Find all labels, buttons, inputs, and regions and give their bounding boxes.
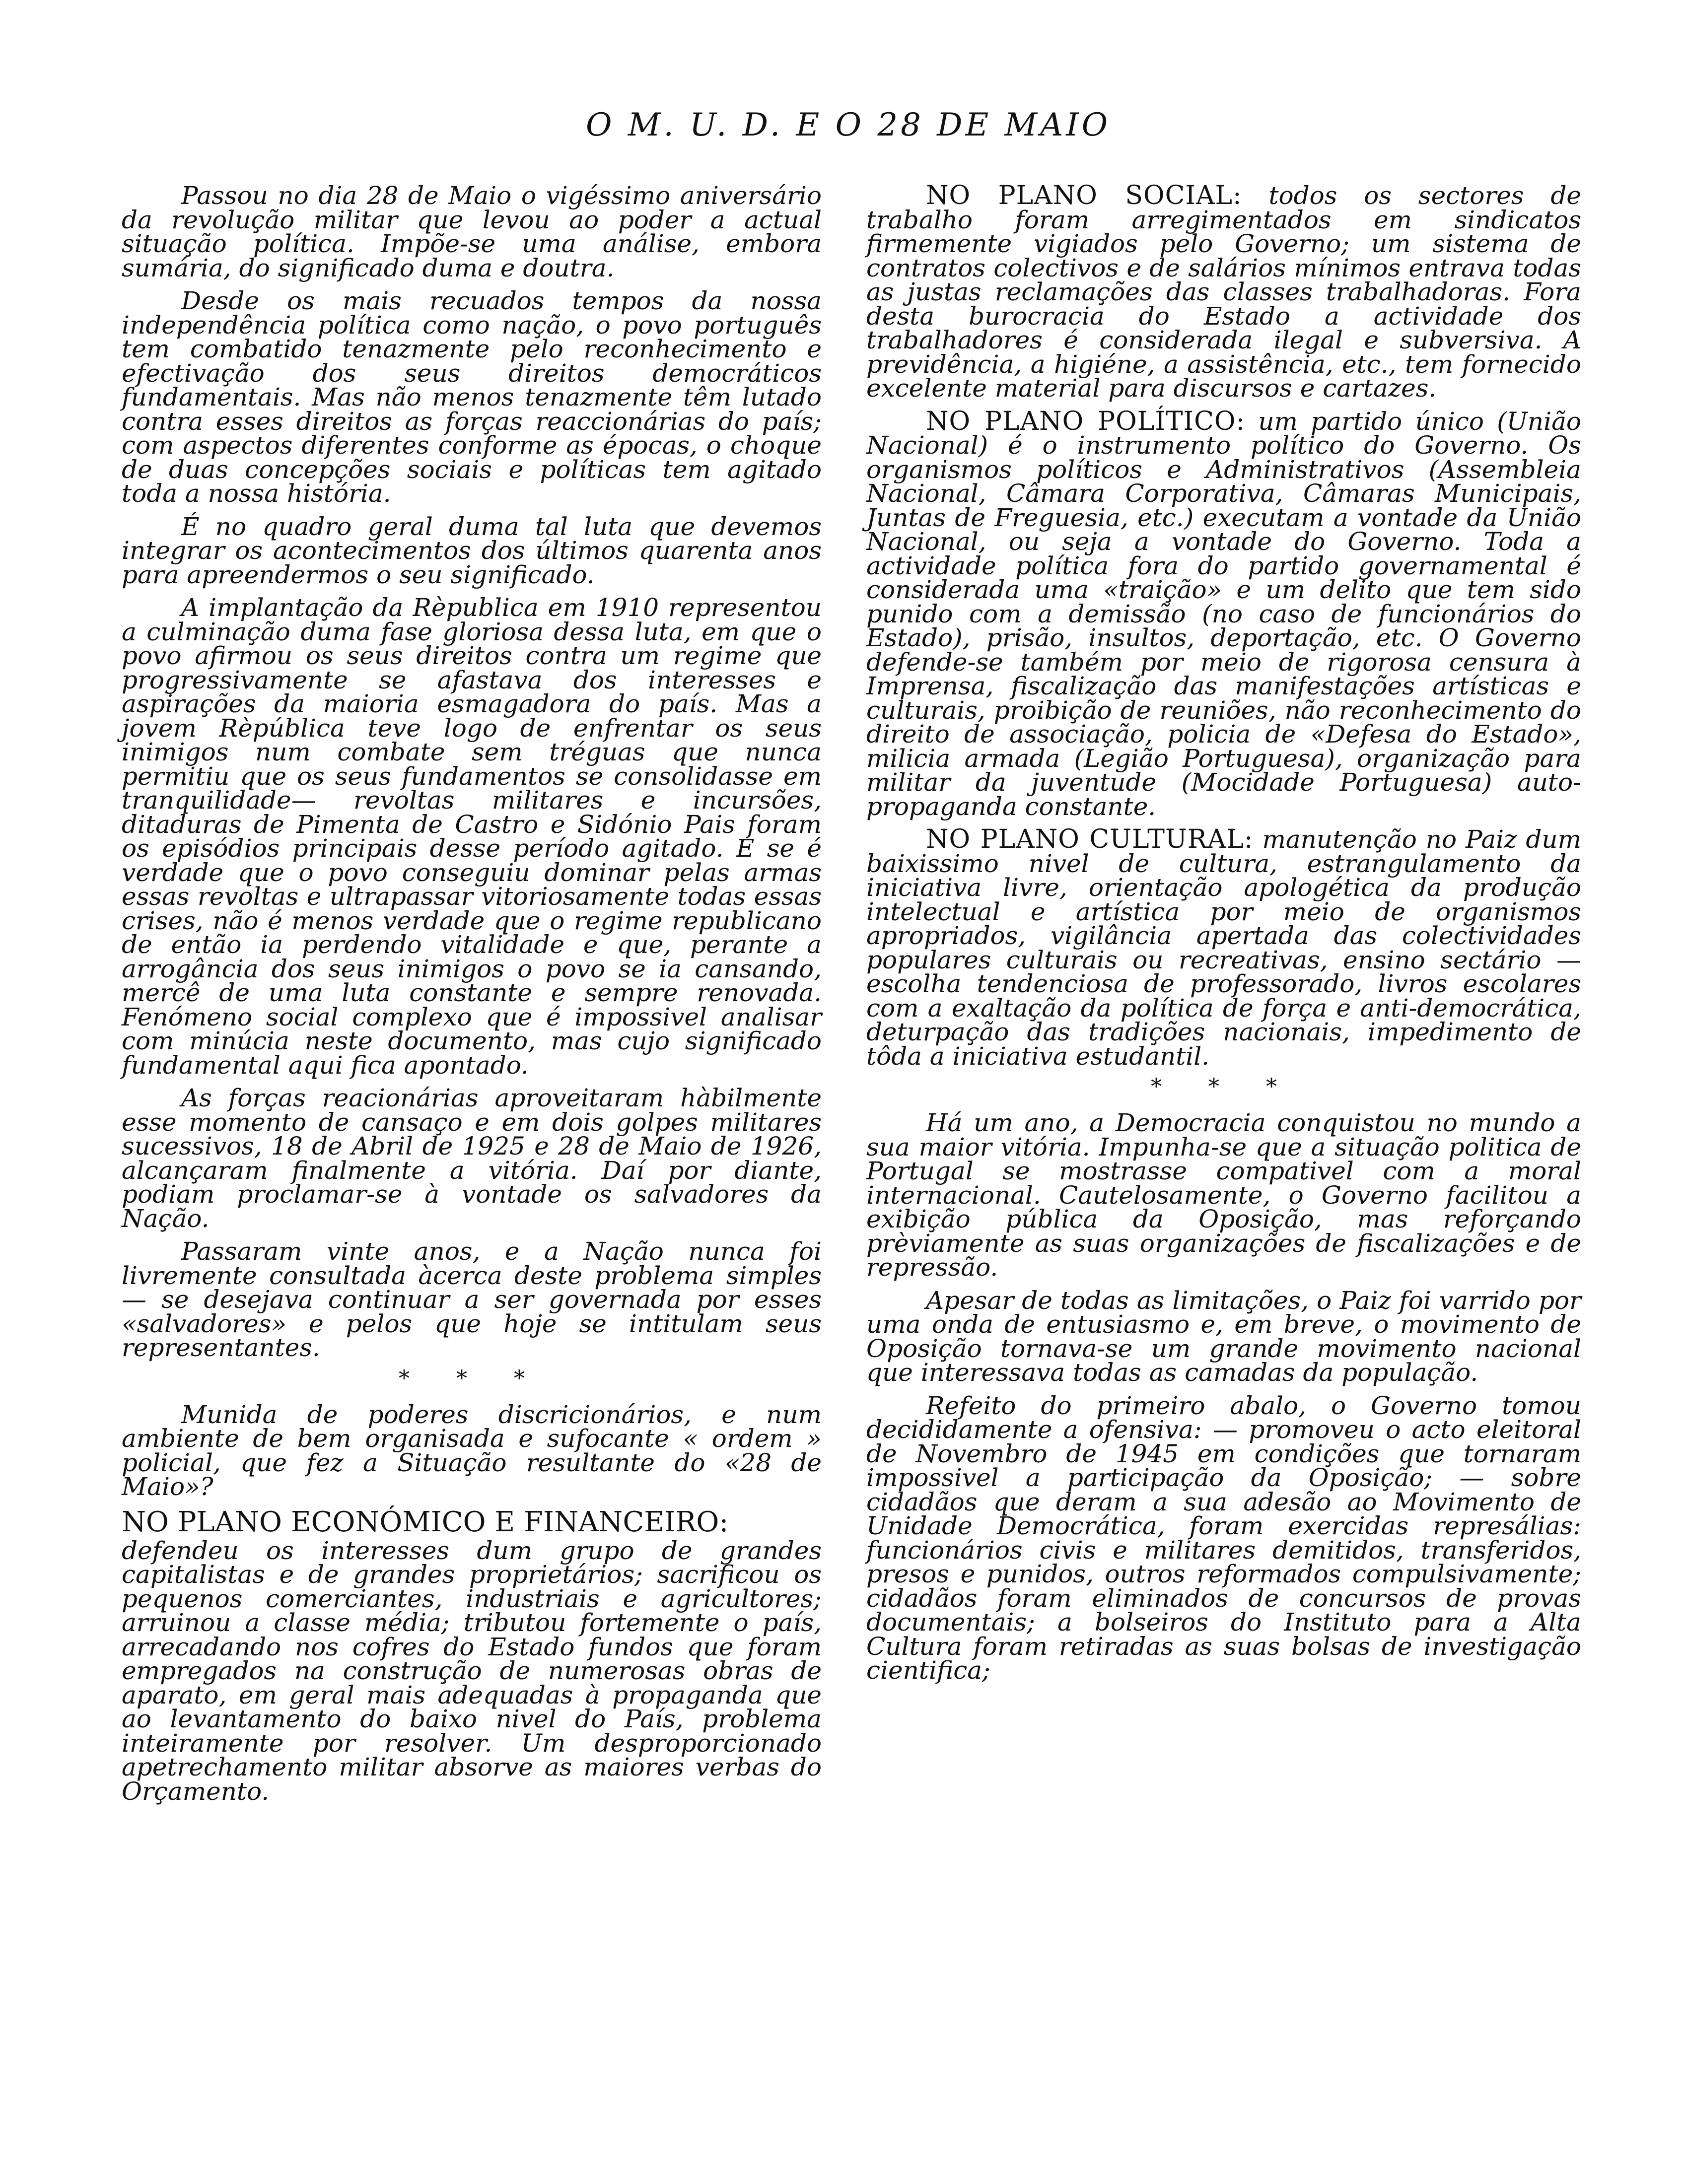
paragraph-text: um partido único (União Nacional) é o instrumento político do Governo. Os organismos políticos e Administrativos (Assembleia Nacional, Câmara Corporativa, Câmaras Municipais, Juntas de Freguesia, etc.) executam a vontade da União Nacional, ou seja a vontade do Governo. Toda a actividade política fora do partido governamental é considerada uma «traição» e um delito que tem sido punido com a demissão (no caso de funcionários do Estado), prisão, insultos, deportação, etc. O Governo defende-se também por meio de rigorosa censura à Imprensa, fiscalização das manifestações artísticas e culturais, proibição de reuniões, não reconhecimento do direito de associação, policia de «Defesa do Estado», milicia armada (Legião Portuguesa), organização para militar da juventude (Mocidade Portuguesa) auto-propaganda constante. xyxy=(866,407,1581,821)
paragraph: Desde os mais recuados tempos da nossa independência política como nação, o povo português tem combatido tenazmente pelo reconhecimento e efectivação dos seus direitos democráticos fundamentais. Mas não menos tenazmente têm lutado contra esses direitos as forças reaccionárias do país; com aspectos diferentes conforme as épocas, o choque de duas concepções sociais e políticas tem agitado toda a nossa história. xyxy=(122,286,822,508)
section-heading-cultural: NO PLANO CULTURAL: xyxy=(926,824,1254,854)
section-heading-economic: NO PLANO ECONÓMICO E FINANCEIRO: xyxy=(122,1505,729,1538)
paragraph-cultural xyxy=(866,824,1581,1071)
section-separator: * * * xyxy=(399,1365,545,1391)
section-heading-political: NO PLANO POLÍTICO: xyxy=(926,406,1246,436)
right-column xyxy=(866,181,1581,1692)
paragraph: defendeu os interesses dum grupo de grandes capitalistas e de grandes proprietários; sacrificou os pequenos comerciantes, industriais e agricultores; arruinou a classe média; tributou fortemente o país, arrecadando nos cofres do Estado fundos que foram empregados na construção de numerosas obras de aparato, em geral mais adequadas à propaganda que ao levantamento do baixo nivel do País, problema inteiramente por resolver. Um desproporcionado apetrechamento militar absorve as maiores verbas do Orçamento. xyxy=(122,1536,822,1806)
paragraph: É no quadro geral duma tal luta que devemos integrar os acontecimentos dos últimos quarenta anos para apreendermos o seu significado. xyxy=(122,512,822,589)
page-title: O M. U. D. E O 28 DE MAIO xyxy=(586,107,1111,143)
left-column xyxy=(122,181,822,1812)
paragraph: Passaram vinte anos, e a Nação nunca foi livremente consultada àcerca deste problema simples — se desejava continuar a ser governada por esses «salvadores» e pelos que hoje se intitulam seus representantes. xyxy=(122,1237,822,1362)
paragraph: Passou no dia 28 de Maio o vigéssimo aniversário da revolução militar que levou ao poder a actual situação política. Impõe-se uma análise, embora sumária, do significado duma e doutra. xyxy=(122,181,822,282)
paragraph: A implantação da Rèpublica em 1910 representou a culminação duma fase gloriosa dessa luta, em que o povo afirmou os seus direitos contra um regime que progressivamente se afastava dos interesses e aspirações da maioria esmagadora do país. Mas a jovem Rèpública teve logo de enfrentar os seus inimigos num combate sem tréguas que nunca permitiu que os seus fundamentos se consolidasse em tranquilidade— revoltas militares e incursões, ditaduras de Pimenta de Castro e Sidónio Pais foram os episódios principais desse período agitado. E se é verdade que o povo conseguiu dominar pelas armas essas revoltas e ultrapassar vitoriosamente todas essas crises, não é menos verdade que o regime republicano de então ia perdendo vitalidade e que, perante a arrogância dos seus inimigos o povo se ia cansando, mercê de uma luta constante e sempre renovada. Fenómeno social complexo que é impossivel analisar com minúcia neste documento, mas cujo significado fundamental aqui fica apontado. xyxy=(122,593,822,1080)
paragraph-social xyxy=(866,181,1581,403)
section-heading-social: NO PLANO SOCIAL: xyxy=(926,181,1242,210)
paragraph: Refeito do primeiro abalo, o Governo tomou decididamente a ofensiva: — promoveu o acto eleitoral de Novembro de 1945 em condições que tornaram impossivel a participação da Oposição; — sobre cidadãos que deram a sua adesão ao Movimento de Unidade Democrática, foram exercidas represálias: funcionários civis e militares demitidos, transferidos, presos e punidos, outros reformados compulsivamente; cidadãos foram eliminados de concursos de provas documentais; a bolseiros do Instituto para a Alta Cultura foram retiradas as suas bolsas de investigação cientifica; xyxy=(866,1391,1581,1685)
paragraph-political xyxy=(866,406,1581,821)
paragraph: Munida de poderes discricionários, e num ambiente de bem organisada e sufocante « ordem » policial, que fez a Situação resultante do «28 de Maio»? xyxy=(122,1400,822,1501)
section-separator: * * * xyxy=(1151,1074,1297,1099)
paragraph-text: manutenção no Paiz dum baixissimo nivel de cultura, estrangulamento da iniciativa livre, orientação apologética da produção intelectual e artística por meio de organismos apropriados, vigilância apertada das colectividades populares culturais ou recreativas, ensino sectário — escolha tendenciosa de professorado, livros escolares com a exaltação da política de força e anti-democrática, deturpação das tradições nacionais, impedimento de tôda a iniciativa estudantil. xyxy=(866,825,1581,1071)
paragraph: Há um ano, a Democracia conquistou no mundo a sua maior vitória. Impunha-se que a situação politica de Portugal se mostrasse compativel com a moral internacional. Cautelosamente, o Governo facilitou a exibição pública da Oposição, mas reforçando prèviamente as suas organizações de fiscalizações e de repressão. xyxy=(866,1108,1581,1282)
paragraph: Apesar de todas as limitações, o Paiz foi varrido por uma onda de entusiasmo e, em breve, o movimento de Oposição tornava-se um grande movimento nacional que interessava todas as camadas da população. xyxy=(866,1286,1581,1387)
paragraph-text: todos os sectores de trabalho foram arregimentados em sindicatos firmemente vigiados pelo Governo; um sistema de contratos colectivos e de salários mínimos entrava todas as justas reclamações das classes trabalhadoras. Fora desta burocracia do Estado a actividade dos trabalhadores é considerada ilegal e subversiva. A previdência, a higiéne, a assistência, etc., tem fornecido excelente material para discursos e cartazes. xyxy=(866,181,1581,403)
paragraph: As forças reacionárias aproveitaram hàbilmente esse momento de cansaço e em dois golpes militares sucessivos, 18 de Abril de 1925 e 28 de Maio de 1926, alcançaram finalmente a vitória. Daí por diante, podiam proclamar-se à vontade os salvadores da Nação. xyxy=(122,1084,822,1233)
